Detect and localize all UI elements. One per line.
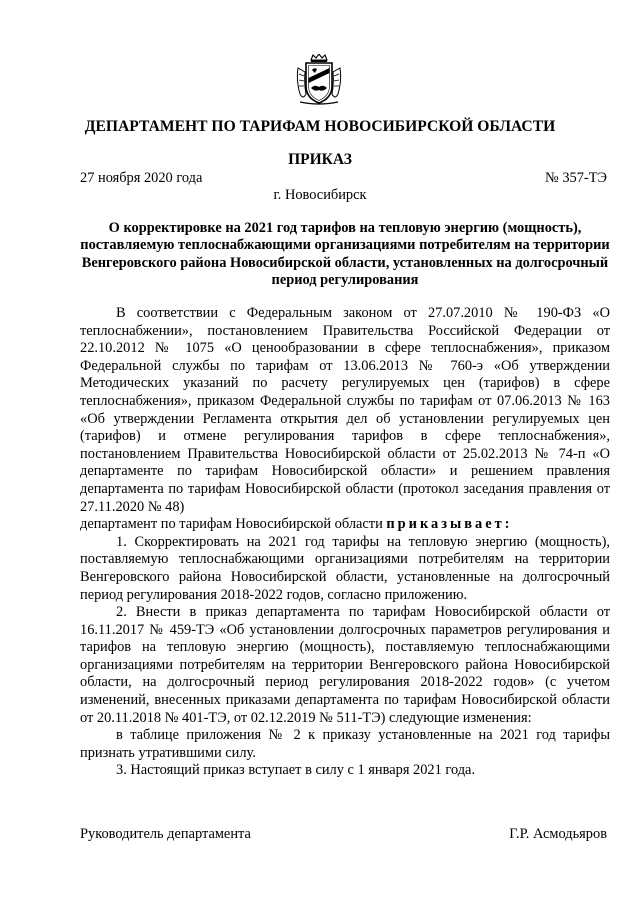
orders-lead-text: департамент по тарифам Новосибирской области [80,516,387,533]
item-3-paragraph: 3. Настоящий приказ вступает в силу с 1 января 2021 года. [116,762,476,779]
orders-line [80,516,610,534]
signatory-name: Г.Р. Асмодьяров [509,826,607,842]
order-body [80,305,610,780]
order-city: г. Новосибирск [273,187,367,203]
item-1-paragraph: 1. Скорректировать на 2021 год тарифы на тепловую энергию (мощность), поставляемую теплоснабжающими организациями потребителям на территории Венгеровского района Новосибирской области, установленные на долгосрочный период регулирования 2018-2022 годов, согласно приложению. [80,533,610,603]
item-2-paragraph: 2. Внести в приказ департамента по тарифам Новосибирской области от 16.11.2017 № 459-ТЭ «Об установлении долгосрочных параметров регулирования и тарифов на тепловую энергию (мощность), поставляемую теплоснабжающими организациями потребителям на территории Венгеровского района Новосибирской области, на долгосрочный период регулирования 2018-2022 годов» (с учетом изменений, внесенных приказами департамента по тарифам Новосибирской области от 20.11.2018 № 401-ТЭ, от 02.12.2019 № 511-ТЭ) следующие изменения: [80,604,610,726]
item-2-sub-paragraph: в таблице приложения № 2 к приказу установленные на 2021 год тарифы признать утратившими силу. [80,727,610,761]
order-number: № 357-ТЭ [545,170,607,186]
document-type: ПРИКАЗ [288,151,352,168]
department-name: ДЕПАРТАМЕНТ ПО ТАРИФАМ НОВОСИБИРСКОЙ ОБЛАСТИ [84,118,556,135]
order-subject: О корректировке на 2021 год тарифов на тепловую энергию (мощность), поставляемую теплоснабжающими организациями потребителям на территории Венгеровского района Новосибирской области, установленных на долгосрочный период регулирования [80,220,610,288]
preamble-paragraph: В соответствии с Федеральным законом от 27.07.2010 № 190-ФЗ «О теплоснабжении», постановлением Правительства Российской Федерации от 22.10.2012 № 1075 «О ценообразовании в сфере теплоснабжения», приказом Федеральной службы по тарифам от 13.06.2013 № 760-э «Об утверждении Методических указаний по расчету регулируемых цен (тарифов) в сфере теплоснабжения», приказом Федеральной службы по тарифам от 07.06.2013 № 163 «Об утверждении Регламента открытия дел об установлении регулируемых цен (тарифов) и отмене регулирования тарифов в сфере теплоснабжения», постановлением Правительства Новосибирской области от 25.02.2013 № 74-п «О департаменте по тарифам Новосибирской области» и решением правления департамента по тарифам Новосибирской области (протокол заседания правления от 27.11.2020 № 48) [80,305,610,515]
novosibirsk-coat-of-arms-icon [296,54,342,106]
signatory-position: Руководитель департамента [80,826,251,842]
order-date: 27 ноября 2020 года [80,170,203,186]
orders-word: приказывает: [386,516,513,533]
